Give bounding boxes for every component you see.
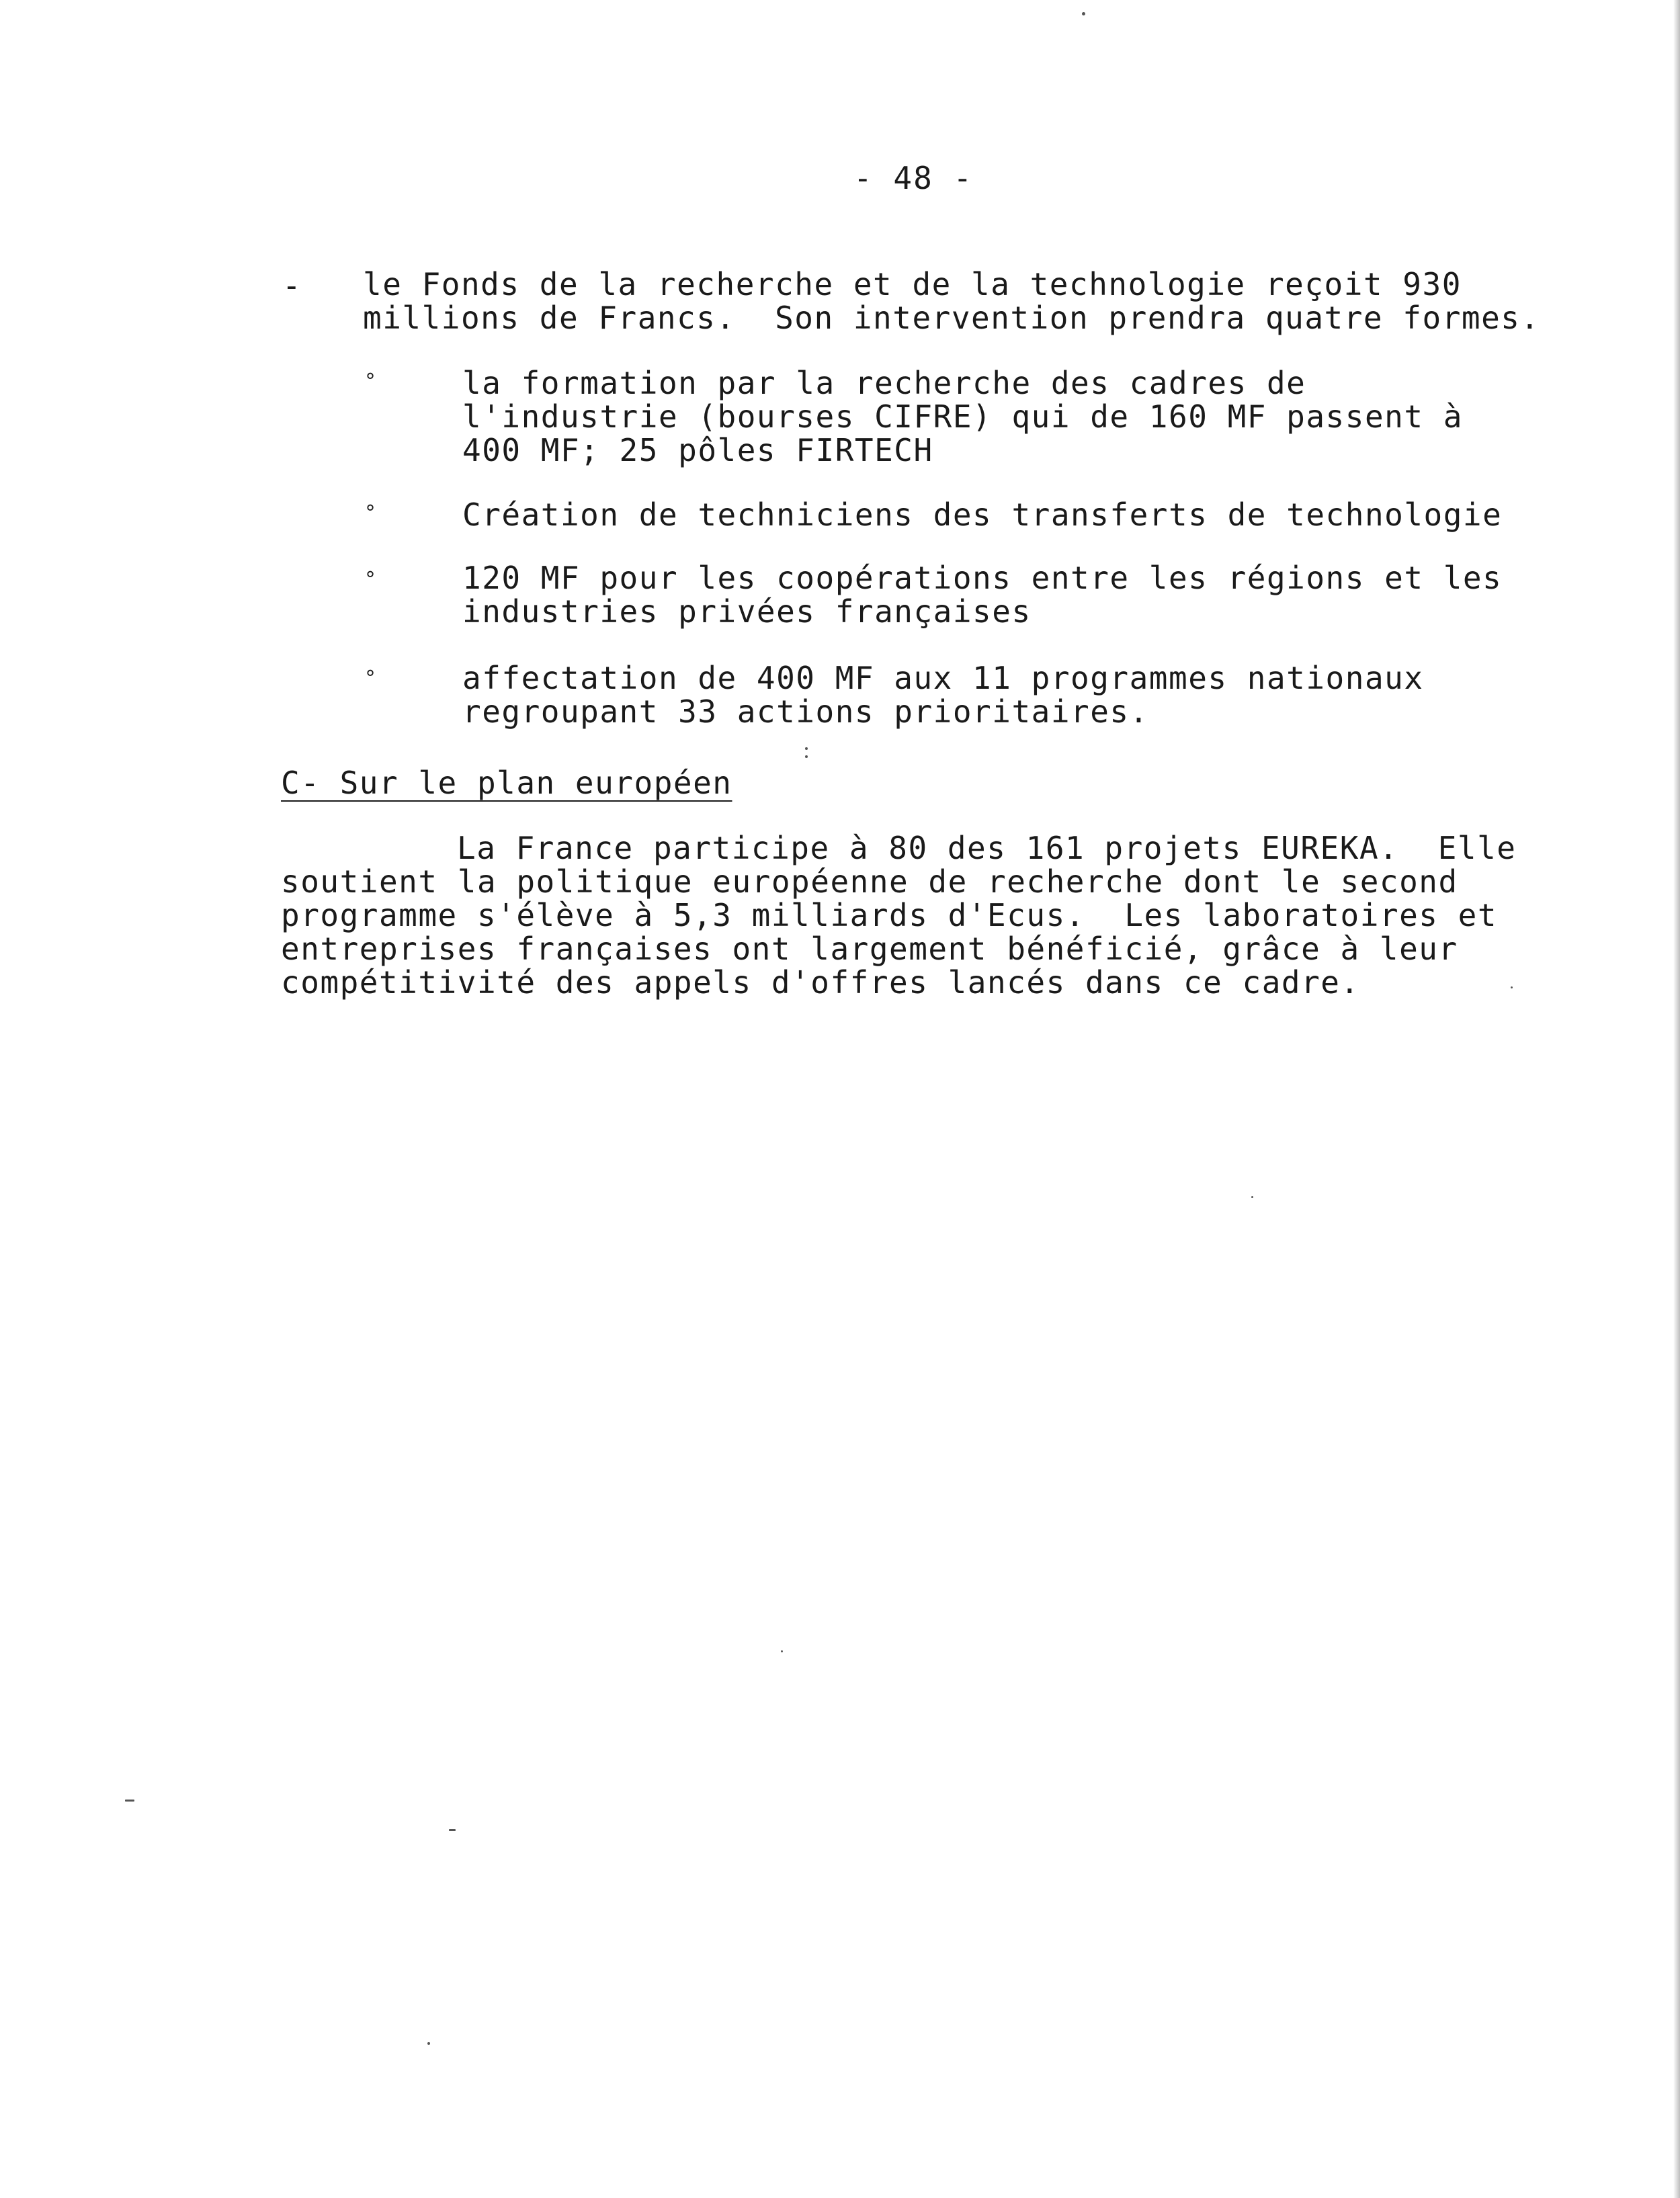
paragraph-line-4: entreprises françaises ont largement bénéficié, grâce à leur: [281, 931, 1458, 967]
page-edge: [1673, 0, 1680, 2198]
bullet-marker: °: [364, 370, 377, 393]
intro-line-2: millions de Francs. Son intervention prendra quatre formes.: [363, 300, 1540, 336]
bullet-1-line-3: 400 MF; 25 pôles FIRTECH: [462, 432, 933, 468]
section-heading: C- Sur le plan européen: [281, 765, 732, 801]
paragraph-line-2: soutient la politique européenne de recherche dont le second: [281, 863, 1458, 900]
bullet-3-line-1: 120 MF pour les coopérations entre les régions et les: [462, 560, 1503, 596]
scan-speck: [449, 1829, 456, 1831]
bullet-1-line-1: la formation par la recherche des cadres de: [462, 365, 1306, 401]
bullet-marker: °: [364, 667, 377, 690]
scan-speck: [1082, 12, 1085, 15]
bullet-1-line-2: l'industrie (bourses CIFRE) qui de 160 MF passent à: [462, 398, 1463, 435]
scan-speck: [805, 747, 808, 750]
bullet-marker: °: [364, 568, 377, 591]
scan-speck: [1511, 986, 1513, 988]
page-number: - 48 -: [853, 160, 974, 196]
paragraph-line-1: La France participe à 80 des 161 projets EUREKA. Elle: [457, 830, 1517, 866]
bullet-4-line-1: affectation de 400 MF aux 11 programmes nationaux: [462, 660, 1424, 696]
bullet-4-line-2: regroupant 33 actions prioritaires.: [462, 693, 1149, 730]
intro-line-1: le Fonds de la recherche et de la technologie reçoit 930: [363, 266, 1462, 302]
scan-speck: [427, 2042, 430, 2045]
bullet-3-line-2: industries privées françaises: [462, 593, 1032, 630]
scan-speck: [125, 1800, 134, 1802]
bullet-2-line-1: Création de techniciens des transferts de technologie: [462, 497, 1503, 533]
dash-marker: -: [282, 267, 301, 304]
bullet-marker: °: [364, 501, 377, 525]
scan-speck: [805, 755, 808, 758]
scan-speck: [781, 1650, 783, 1652]
paragraph-line-3: programme s'élève à 5,3 milliards d'Ecus. Les laboratoires et: [281, 897, 1498, 933]
paragraph-line-5: compétitivité des appels d'offres lancés dans ce cadre.: [281, 964, 1360, 1001]
scan-speck: [1251, 1196, 1253, 1198]
